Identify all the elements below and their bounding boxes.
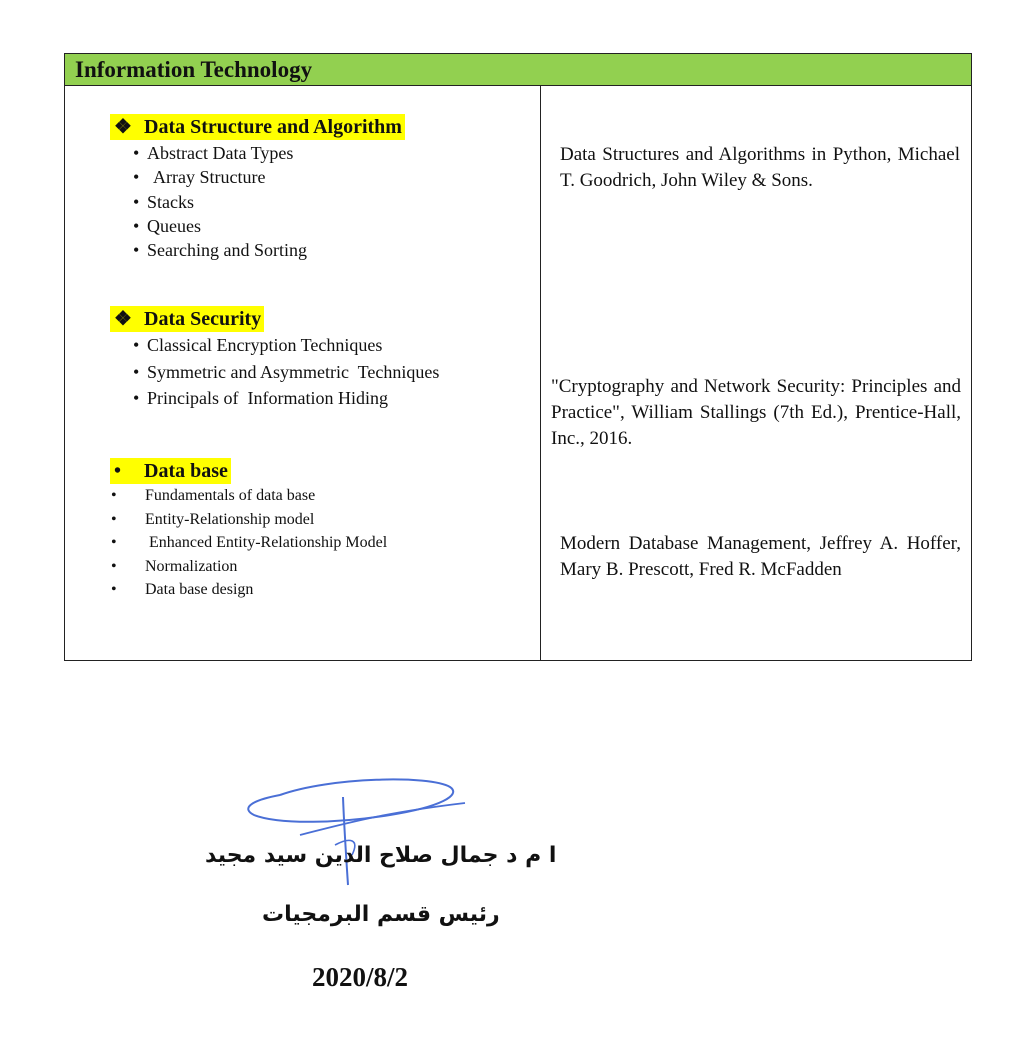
diamond-bullet-icon: ❖ <box>114 116 132 138</box>
list-item: • Normalization <box>111 555 387 579</box>
reference-data-structure: Data Structures and Algorithms in Python, Michael T. Goodrich, John Wiley & Sons. <box>560 144 960 191</box>
list-item: • Symmetric and Asymmetric Techniques <box>133 359 439 386</box>
table-header-title: Information Technology <box>75 57 313 82</box>
topic-title-data-security <box>110 306 264 332</box>
topic-items-data-structure <box>133 141 307 262</box>
topic-title-text: Data base <box>144 460 228 482</box>
list-item: • Fundamentals of data base <box>111 484 387 508</box>
list-item: • Classical Encryption Techniques <box>133 332 439 359</box>
reference-data-base: Modern Database Management, Jeffrey A. Hoffer, Mary B. Prescott, Fred R. McFadden <box>560 533 961 580</box>
list-item: • Data base design <box>111 578 387 602</box>
list-item: • Principals of Information Hiding <box>133 385 439 412</box>
list-item: • Stacks <box>133 190 307 214</box>
column-divider <box>540 86 541 660</box>
signatory-name: ا م د جمال صلاح الدين سيد مجيد <box>205 843 557 868</box>
topic-title-text: Data Structure and Algorithm <box>144 116 402 138</box>
signature-date: 2020/8/2 <box>312 962 409 992</box>
signatory-role: رئيس قسم البرمجيات <box>262 902 500 927</box>
topic-title-text: Data Security <box>144 308 262 330</box>
diamond-bullet-icon: ❖ <box>114 308 132 330</box>
topic-items-data-base <box>111 484 387 602</box>
table-header <box>65 54 971 86</box>
list-item: • Array Structure <box>133 165 307 189</box>
reference-data-security: "Cryptography and Network Security: Principles and Practice", William Stallings (7th Ed.), Prentice-Hall, Inc., 2016. <box>551 376 961 449</box>
list-item: • Abstract Data Types <box>133 141 307 165</box>
topic-title-data-structure <box>110 114 405 140</box>
list-item: • Entity-Relationship model <box>111 508 387 532</box>
topic-title-data-base <box>110 458 231 484</box>
list-item: • Queues <box>133 214 307 238</box>
signature-scribble <box>240 775 480 895</box>
list-item: • Enhanced Entity-Relationship Model <box>111 531 387 555</box>
curriculum-table <box>64 53 972 661</box>
topic-items-data-security <box>133 332 439 412</box>
list-item: • Searching and Sorting <box>133 238 307 262</box>
dot-bullet-icon: • <box>114 460 122 482</box>
